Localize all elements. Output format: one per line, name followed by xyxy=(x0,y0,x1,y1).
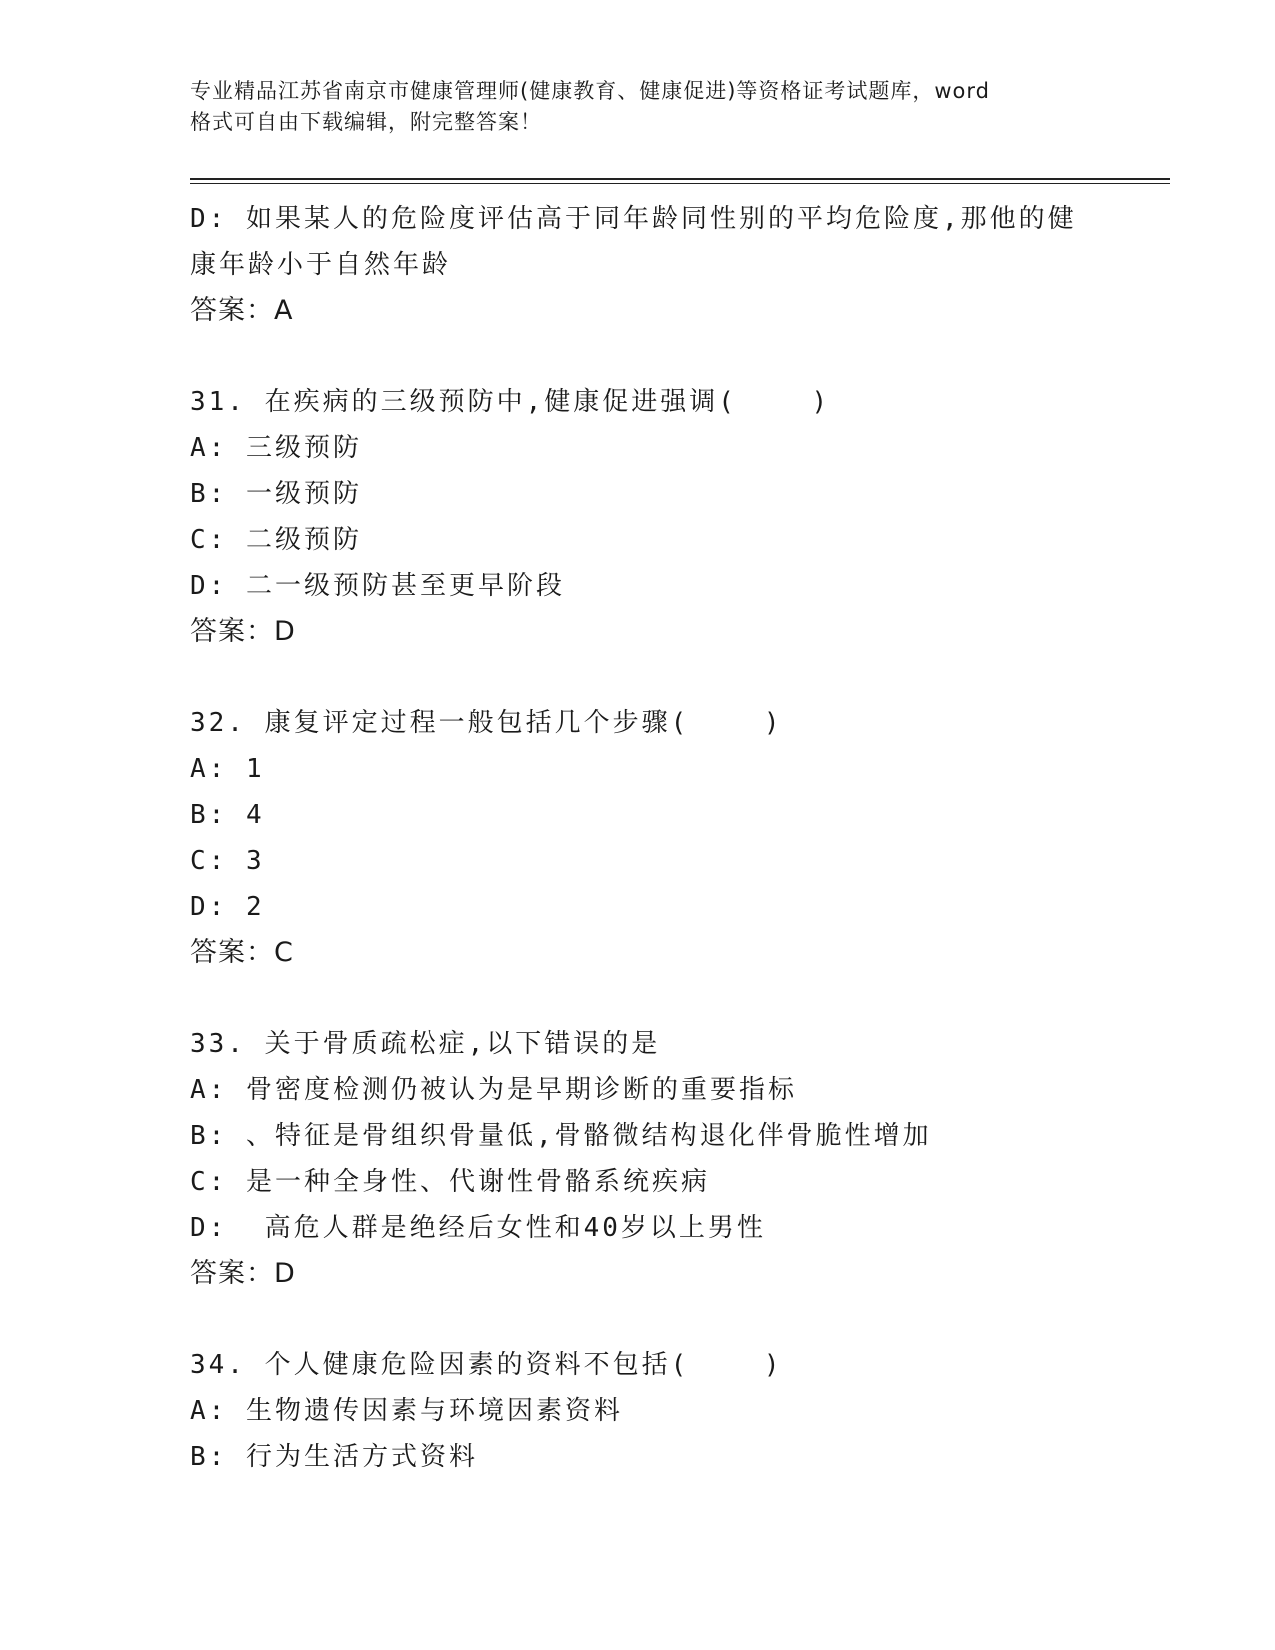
header-divider-thin xyxy=(190,183,1170,184)
option-b: B: 、特征是骨组织骨量低,骨骼微结构退化伴骨脆性增加 xyxy=(190,1121,932,1151)
header-divider-thick xyxy=(190,178,1170,180)
option-d: D: 二一级预防甚至更早阶段 xyxy=(190,571,565,601)
answer-line: 答案：D xyxy=(190,1258,296,1289)
option-d: D: 高危人群是绝经后女性和40岁以上男性 xyxy=(190,1213,766,1243)
option-a: A: 三级预防 xyxy=(190,433,362,463)
option-b: B: 一级预防 xyxy=(190,479,362,509)
option-c: C: 是一种全身性、代谢性骨骼系统疾病 xyxy=(190,1167,710,1197)
option-a: A: 骨密度检测仍被认为是早期诊断的重要指标 xyxy=(190,1075,797,1105)
option-d: D: 2 xyxy=(190,892,265,922)
option-d-line-1: D: 如果某人的危险度评估高于同年龄同性别的平均危险度,那他的健 xyxy=(190,204,1077,234)
question-stem: 33. 关于骨质疏松症,以下错误的是 xyxy=(190,1029,661,1059)
option-b: B: 4 xyxy=(190,800,265,830)
question-stem: 31. 在疾病的三级预防中,健康促进强调( ) xyxy=(190,387,831,417)
option-a: A: 生物遗传因素与环境因素资料 xyxy=(190,1396,623,1426)
question-list xyxy=(190,196,1077,1480)
option-c: C: 3 xyxy=(190,846,265,876)
header-line-2: 格式可自由下载编辑，附完整答案！ xyxy=(190,110,542,134)
option-d-line-2: 康年龄小于自然年龄 xyxy=(190,250,452,280)
question-stem: 34. 个人健康危险因素的资料不包括( ) xyxy=(190,1350,783,1380)
answer-line: 答案：A xyxy=(190,295,294,326)
answer-line: 答案：D xyxy=(190,616,296,647)
document-header xyxy=(190,76,1090,138)
header-line-1: 专业精品江苏省南京市健康管理师(健康教育、健康促进)等资格证考试题库，word xyxy=(190,79,991,103)
answer-line: 答案：C xyxy=(190,937,294,968)
option-b: B: 行为生活方式资料 xyxy=(190,1442,478,1472)
question-stem: 32. 康复评定过程一般包括几个步骤( ) xyxy=(190,708,783,738)
option-c: C: 二级预防 xyxy=(190,525,362,555)
option-a: A: 1 xyxy=(190,754,265,784)
